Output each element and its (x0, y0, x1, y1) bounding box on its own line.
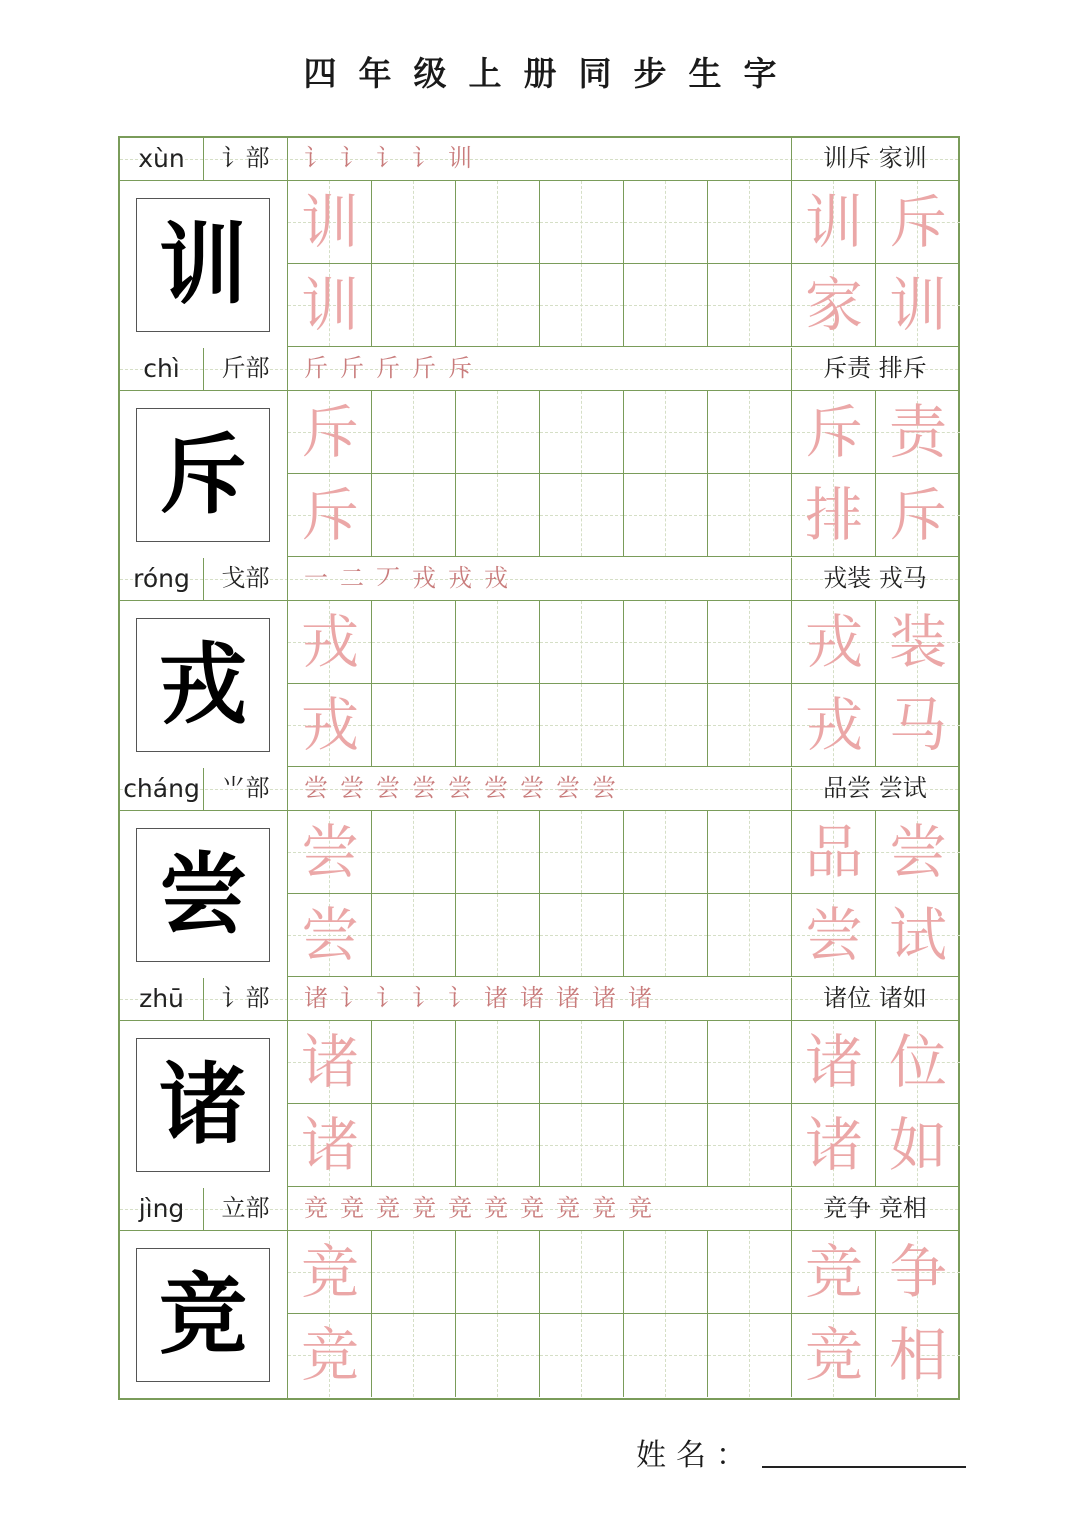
writing-cell[interactable] (708, 1231, 792, 1314)
writing-cell[interactable] (456, 181, 540, 264)
stroke-step: 竞 (340, 1194, 364, 1222)
trace-character: 斥 (300, 398, 359, 466)
writing-cell[interactable] (708, 474, 792, 557)
writing-cell[interactable] (708, 1021, 792, 1104)
writing-cell[interactable] (540, 1021, 624, 1104)
trace-character: 训 (804, 188, 863, 256)
stroke-step: 尝 (412, 774, 436, 802)
stroke-order (288, 348, 792, 391)
trace-character: 竞 (300, 1321, 359, 1389)
stroke-step: 尝 (592, 774, 616, 802)
trace-character: 位 (888, 1028, 947, 1096)
trace-character: 家 (804, 271, 863, 339)
example-words: 竞争 竞相 (823, 1194, 927, 1222)
character-header-row (120, 558, 958, 601)
example-words: 斥责 排斥 (823, 354, 927, 382)
pinyin-label: chì (120, 348, 204, 391)
writing-cell[interactable] (288, 264, 372, 347)
writing-cell[interactable] (624, 1231, 708, 1314)
trace-character: 戎 (804, 691, 863, 759)
writing-cell[interactable] (456, 264, 540, 347)
trace-character: 斥 (888, 481, 947, 549)
writing-cell[interactable] (540, 474, 624, 557)
writing-cell[interactable] (288, 391, 372, 474)
writing-cell[interactable] (372, 474, 456, 557)
writing-cell[interactable] (708, 181, 792, 264)
writing-cell[interactable] (792, 391, 876, 474)
stroke-step: 一 (304, 564, 328, 592)
writing-cell[interactable] (456, 474, 540, 557)
name-label: 姓名： (636, 1438, 756, 1473)
writing-cell[interactable] (372, 391, 456, 474)
character-header-row (120, 348, 958, 391)
writing-cell[interactable] (792, 1104, 876, 1187)
stroke-step: 诸 (628, 984, 652, 1012)
writing-cell[interactable] (792, 474, 876, 557)
writing-cell[interactable] (624, 474, 708, 557)
writing-cell[interactable] (288, 811, 372, 894)
stroke-step: 斤 (340, 354, 364, 382)
stroke-step: 丆 (376, 564, 400, 592)
model-character: 戎 (136, 618, 270, 752)
writing-cell[interactable] (372, 811, 456, 894)
writing-cell[interactable] (624, 894, 708, 977)
writing-cell[interactable] (372, 181, 456, 264)
writing-cell[interactable] (708, 391, 792, 474)
writing-cell[interactable] (456, 894, 540, 977)
writing-cell[interactable] (540, 894, 624, 977)
writing-cell[interactable] (372, 1104, 456, 1187)
writing-cell[interactable] (708, 1314, 792, 1397)
pinyin-label: zhū (120, 978, 204, 1021)
radical-label: 戈部 (204, 558, 288, 601)
writing-cell[interactable] (288, 1231, 372, 1314)
writing-cell[interactable] (288, 474, 372, 557)
writing-cell[interactable] (876, 894, 960, 977)
writing-cell[interactable] (456, 1021, 540, 1104)
writing-cell[interactable] (792, 264, 876, 347)
pinyin-label: cháng (120, 768, 204, 811)
stroke-step: 竞 (520, 1194, 544, 1222)
stroke-step: 诸 (556, 984, 580, 1012)
character-header-row (120, 978, 958, 1021)
stroke-step: 尝 (520, 774, 544, 802)
writing-cell[interactable] (372, 1021, 456, 1104)
character-block (120, 348, 958, 558)
trace-character: 尝 (804, 901, 863, 969)
stroke-order (288, 138, 792, 181)
writing-cell[interactable] (624, 1314, 708, 1397)
stroke-step: 二 (340, 564, 364, 592)
writing-cell[interactable] (456, 811, 540, 894)
writing-cell[interactable] (372, 264, 456, 347)
trace-character: 品 (804, 818, 863, 886)
writing-cell[interactable] (624, 601, 708, 684)
trace-character: 诸 (804, 1111, 863, 1179)
trace-character: 戎 (300, 691, 359, 759)
writing-cell[interactable] (372, 1231, 456, 1314)
trace-character: 诸 (804, 1028, 863, 1096)
trace-character: 马 (888, 691, 947, 759)
stroke-order (288, 558, 792, 601)
trace-character: 训 (300, 188, 359, 256)
writing-cell[interactable] (288, 1021, 372, 1104)
character-header-row (120, 138, 958, 181)
writing-cell[interactable] (288, 601, 372, 684)
trace-character: 斥 (300, 481, 359, 549)
stroke-step: 尝 (376, 774, 400, 802)
writing-cell[interactable] (708, 811, 792, 894)
character-block (120, 558, 958, 768)
writing-cell[interactable] (540, 601, 624, 684)
writing-cell[interactable] (876, 1021, 960, 1104)
writing-cell[interactable] (876, 1231, 960, 1314)
stroke-step: 戎 (484, 564, 508, 592)
writing-cell[interactable] (456, 391, 540, 474)
writing-cell[interactable] (288, 684, 372, 767)
writing-cell[interactable] (540, 1314, 624, 1397)
model-character-cell (120, 391, 288, 558)
model-character-cell (120, 181, 288, 348)
stroke-order (288, 978, 792, 1021)
character-block (120, 768, 958, 978)
writing-cell[interactable] (876, 391, 960, 474)
radical-label: 讠部 (204, 978, 288, 1021)
name-input-line[interactable] (762, 1466, 966, 1468)
trace-character: 训 (888, 271, 947, 339)
model-character-cell (120, 1021, 288, 1188)
trace-character: 诸 (300, 1028, 359, 1096)
stroke-order (288, 768, 792, 811)
trace-character: 如 (888, 1111, 947, 1179)
model-character: 诸 (136, 1038, 270, 1172)
stroke-step: 竞 (592, 1194, 616, 1222)
stroke-step: 斤 (412, 354, 436, 382)
writing-cell[interactable] (540, 391, 624, 474)
trace-character: 责 (888, 398, 947, 466)
stroke-step: 讠 (448, 984, 472, 1012)
trace-character: 尝 (300, 901, 359, 969)
writing-cell[interactable] (288, 181, 372, 264)
writing-cell[interactable] (540, 1231, 624, 1314)
pinyin-label: róng (120, 558, 204, 601)
writing-cell[interactable] (792, 601, 876, 684)
stroke-step: 诸 (304, 984, 328, 1012)
stroke-order (288, 1188, 792, 1231)
writing-cell[interactable] (876, 1104, 960, 1187)
stroke-step: 尝 (304, 774, 328, 802)
stroke-step: 诸 (592, 984, 616, 1012)
example-words: 诸位 诸如 (823, 984, 927, 1012)
trace-character: 尝 (888, 818, 947, 886)
stroke-step: 尝 (340, 774, 364, 802)
writing-cell[interactable] (288, 1104, 372, 1187)
radical-label: 讠部 (204, 138, 288, 181)
stroke-step: 讠 (304, 144, 328, 172)
writing-cell[interactable] (876, 181, 960, 264)
stroke-step: 尝 (448, 774, 472, 802)
radical-label: 斤部 (204, 348, 288, 391)
pinyin-label: jìng (120, 1188, 204, 1231)
writing-cell[interactable] (876, 474, 960, 557)
writing-cell[interactable] (456, 601, 540, 684)
stroke-step: 斤 (376, 354, 400, 382)
writing-cell[interactable] (876, 601, 960, 684)
trace-character: 竞 (300, 1238, 359, 1306)
writing-cell[interactable] (456, 684, 540, 767)
writing-cell[interactable] (372, 601, 456, 684)
writing-cell[interactable] (540, 264, 624, 347)
writing-cell[interactable] (540, 1104, 624, 1187)
stroke-step: 竞 (484, 1194, 508, 1222)
writing-cell[interactable] (624, 684, 708, 767)
trace-character: 斥 (888, 188, 947, 256)
trace-character: 训 (300, 271, 359, 339)
writing-cell[interactable] (876, 684, 960, 767)
stroke-step: 戎 (448, 564, 472, 592)
writing-cell[interactable] (792, 1021, 876, 1104)
writing-cell[interactable] (708, 264, 792, 347)
character-block (120, 978, 958, 1188)
trace-character: 竞 (804, 1238, 863, 1306)
stroke-step: 训 (448, 144, 472, 172)
stroke-step: 诸 (520, 984, 544, 1012)
trace-character: 装 (888, 608, 947, 676)
stroke-step: 讠 (376, 144, 400, 172)
trace-character: 试 (888, 901, 947, 969)
page-title: 四年级上册同步生字 (303, 54, 799, 93)
model-character-cell (120, 1231, 288, 1398)
radical-label: 立部 (204, 1188, 288, 1231)
stroke-step: 斤 (304, 354, 328, 382)
pinyin-label: xùn (120, 138, 204, 181)
writing-cell[interactable] (540, 684, 624, 767)
stroke-step: 讠 (412, 984, 436, 1012)
trace-character: 排 (804, 481, 863, 549)
writing-cell[interactable] (792, 684, 876, 767)
example-words: 戎装 戎马 (823, 564, 927, 592)
writing-cell[interactable] (708, 894, 792, 977)
stroke-step: 竞 (304, 1194, 328, 1222)
writing-cell[interactable] (540, 181, 624, 264)
writing-cell[interactable] (792, 181, 876, 264)
writing-cell[interactable] (792, 1231, 876, 1314)
model-character-cell (120, 601, 288, 768)
stroke-step: 讠 (412, 144, 436, 172)
model-character: 竞 (136, 1248, 270, 1382)
stroke-step: 竞 (448, 1194, 472, 1222)
trace-character: 尝 (300, 818, 359, 886)
writing-cell[interactable] (456, 1231, 540, 1314)
writing-cell[interactable] (288, 1314, 372, 1397)
stroke-step: 讠 (340, 984, 364, 1012)
stroke-step: 竞 (628, 1194, 652, 1222)
stroke-step: 斥 (448, 354, 472, 382)
trace-character: 相 (888, 1321, 947, 1389)
writing-cell[interactable] (708, 1104, 792, 1187)
writing-cell[interactable] (372, 1314, 456, 1397)
model-character: 训 (136, 198, 270, 332)
stroke-step: 竞 (556, 1194, 580, 1222)
writing-cell[interactable] (792, 894, 876, 977)
writing-cell[interactable] (624, 264, 708, 347)
stroke-step: 讠 (340, 144, 364, 172)
writing-cell[interactable] (372, 894, 456, 977)
writing-cell[interactable] (876, 264, 960, 347)
writing-cell[interactable] (624, 181, 708, 264)
writing-cell[interactable] (876, 1314, 960, 1397)
model-character-cell (120, 811, 288, 978)
stroke-step: 尝 (556, 774, 580, 802)
stroke-step: 竞 (412, 1194, 436, 1222)
writing-cell[interactable] (624, 1021, 708, 1104)
writing-cell[interactable] (288, 894, 372, 977)
model-character: 尝 (136, 828, 270, 962)
writing-cell[interactable] (792, 811, 876, 894)
character-block (120, 138, 958, 348)
writing-cell[interactable] (708, 601, 792, 684)
example-words: 品尝 尝试 (823, 774, 927, 802)
writing-cell[interactable] (876, 811, 960, 894)
example-words: 训斥 家训 (823, 144, 927, 172)
practice-sheet (118, 136, 960, 1400)
writing-cell[interactable] (624, 1104, 708, 1187)
character-block (120, 1188, 958, 1398)
writing-cell[interactable] (708, 684, 792, 767)
stroke-step: 竞 (376, 1194, 400, 1222)
trace-character: 戎 (300, 608, 359, 676)
trace-character: 戎 (804, 608, 863, 676)
model-character: 斥 (136, 408, 270, 542)
trace-character: 竞 (804, 1321, 863, 1389)
stroke-step: 尝 (484, 774, 508, 802)
writing-cell[interactable] (624, 811, 708, 894)
stroke-step: 戎 (412, 564, 436, 592)
writing-cell[interactable] (792, 1314, 876, 1397)
radical-label: ⺌部 (204, 768, 288, 811)
stroke-step: 诸 (484, 984, 508, 1012)
stroke-step: 讠 (376, 984, 400, 1012)
writing-cell[interactable] (372, 684, 456, 767)
trace-character: 斥 (804, 398, 863, 466)
trace-character: 争 (888, 1238, 947, 1306)
character-header-row (120, 768, 958, 811)
writing-cell[interactable] (456, 1314, 540, 1397)
writing-cell[interactable] (624, 391, 708, 474)
trace-character: 诸 (300, 1111, 359, 1179)
character-header-row (120, 1188, 958, 1231)
writing-cell[interactable] (456, 1104, 540, 1187)
writing-cell[interactable] (540, 811, 624, 894)
